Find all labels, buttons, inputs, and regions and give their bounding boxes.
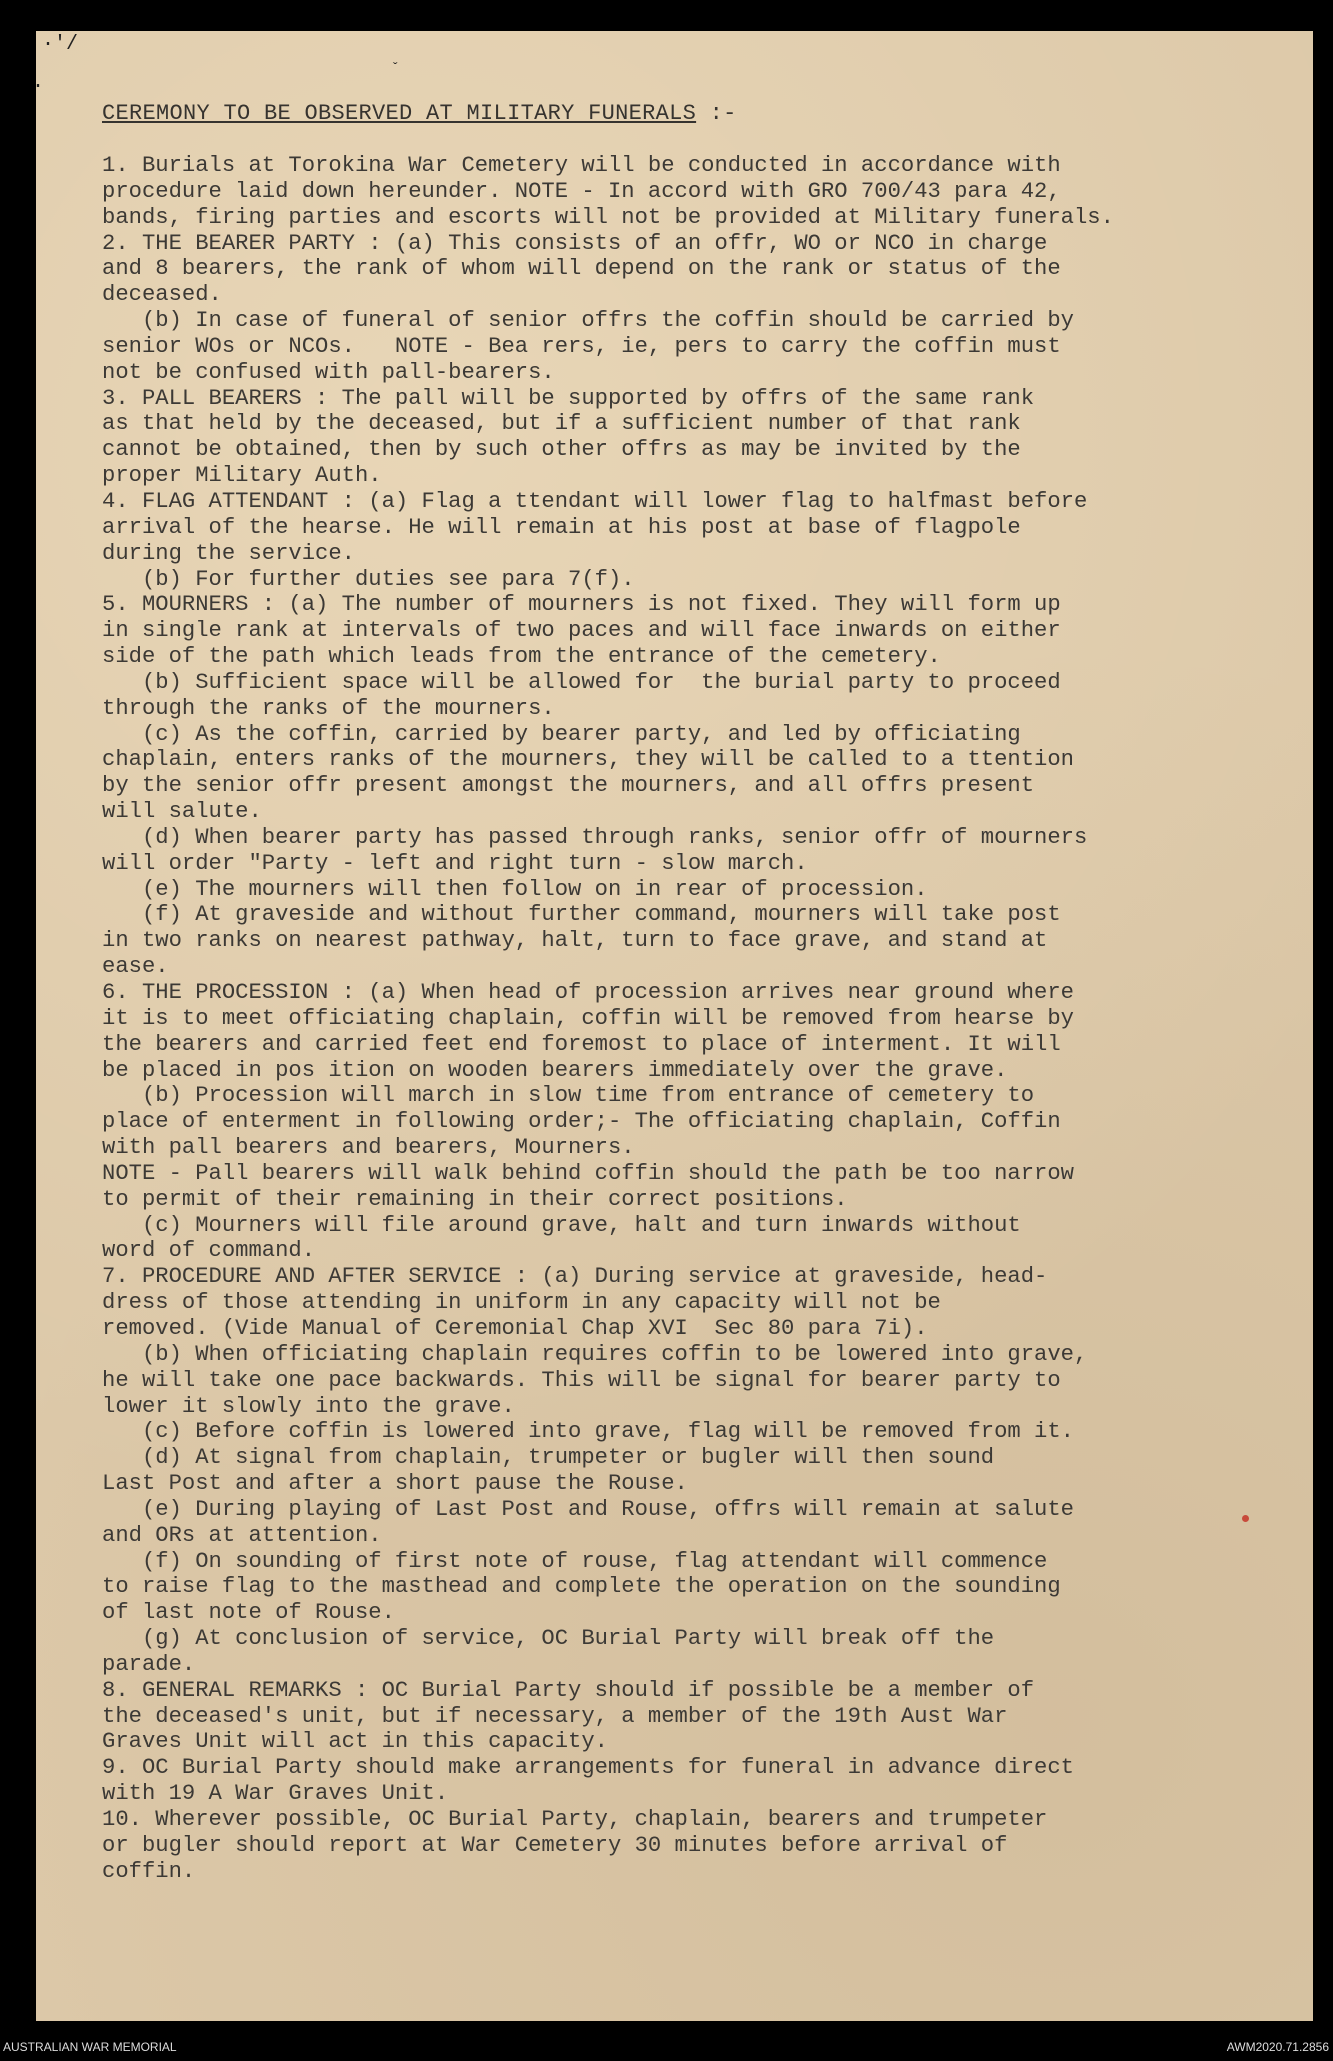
title-text: CEREMONY TO BE OBSERVED AT MILITARY FUNERALS <box>102 101 697 126</box>
body-line: place of enterment in following order;- The officiating chaplain, Coffin <box>102 1109 1061 1135</box>
body-line: (c) As the coffin, carried by bearer party, and led by officiating <box>102 721 1021 747</box>
body-line: the bearers and carried feet end foremost to place of interment. It will <box>102 1031 1061 1057</box>
body-line: 8. GENERAL REMARKS : OC Burial Party should if possible be a member of <box>102 1677 1035 1703</box>
body-line: 4. FLAG ATTENDANT : (a) Flag a ttendant will lower flag to halfmast before <box>102 488 1088 514</box>
body-line: coffin. <box>102 1858 196 1884</box>
body-line: (c) Before coffin is lowered into grave, flag will be removed from it. <box>102 1419 1074 1445</box>
body-line: lower it slowly into the grave. <box>102 1393 515 1419</box>
body-line: (g) At conclusion of service, OC Burial Party will break off the <box>102 1626 995 1652</box>
body-line: of last note of Rouse. <box>102 1600 395 1626</box>
body-line: 5. MOURNERS : (a) The number of mourners is not fixed. They will form up <box>102 592 1061 618</box>
body-line: arrival of the hearse. He will remain at his post at base of flagpole <box>102 514 1021 540</box>
body-line: removed. (Vide Manual of Ceremonial Chap XVI Sec 80 para 7i). <box>102 1315 928 1341</box>
ink-mark: · <box>32 75 45 98</box>
body-line: will order "Party - left and right turn - slow march. <box>102 850 808 876</box>
body-line: he will take one pace backwards. This will be signal for bearer party to <box>102 1367 1061 1393</box>
body-line: as that held by the deceased, but if a sufficient number of that rank <box>102 411 1021 437</box>
body-line: (b) In case of funeral of senior offrs the coffin should be carried by <box>102 308 1074 334</box>
body-line: word of command. <box>102 1238 316 1264</box>
body-line: dress of those attending in uniform in any capacity will not be <box>102 1290 941 1316</box>
body-line: Graves Unit will act in this capacity. <box>102 1729 608 1755</box>
body-line: during the service. <box>102 540 355 566</box>
footer-credit: AUSTRALIAN WAR MEMORIAL <box>3 2040 177 2054</box>
body-line: side of the path which leads from the entrance of the cemetery. <box>102 644 941 670</box>
body-line: procedure laid down hereunder. NOTE - In accord with GRO 700/43 para 42, <box>102 178 1061 204</box>
body-line: bands, firing parties and escorts will not be provided at Military funerals. <box>102 204 1114 230</box>
body-line: it is to meet officiating chaplain, coffin will be removed from hearse by <box>102 1005 1074 1031</box>
body-line: cannot be obtained, then by such other offrs as may be invited by the <box>102 437 1021 463</box>
body-line: (f) On sounding of first note of rouse, flag attendant will commence <box>102 1548 1048 1574</box>
document-body <box>102 153 1302 1885</box>
body-line: the deceased's unit, but if necessary, a member of the 19th Aust War <box>102 1703 1008 1729</box>
body-line: deceased. <box>102 282 222 308</box>
body-line: through the ranks of the mourners. <box>102 695 555 721</box>
body-line: 7. PROCEDURE AND AFTER SERVICE : (a) During service at graveside, head- <box>102 1264 1048 1290</box>
body-line: in two ranks on nearest pathway, halt, turn to face grave, and stand at <box>102 928 1048 954</box>
body-line: be placed in pos ition on wooden bearers immediately over the grave. <box>102 1057 1008 1083</box>
body-line: chaplain, enters ranks of the mourners, they will be called to a ttention <box>102 747 1074 773</box>
red-ink-dot <box>1242 1515 1249 1522</box>
body-line: NOTE - Pall bearers will walk behind coffin should the path be too narrow <box>102 1160 1074 1186</box>
body-line: and ORs at attention. <box>102 1522 382 1548</box>
body-line: (d) When bearer party has passed through ranks, senior offr of mourners <box>102 824 1088 850</box>
body-line: not be confused with pall-bearers. <box>102 359 555 385</box>
body-line: senior WOs or NCOs. NOTE - Bea rers, ie, pers to carry the coffin must <box>102 333 1061 359</box>
ink-mark: ˇ <box>391 61 400 77</box>
body-line: to raise flag to the masthead and complete the operation on the sounding <box>102 1574 1061 1600</box>
body-line: to permit of their remaining in their correct positions. <box>102 1186 848 1212</box>
body-line: parade. <box>102 1651 196 1677</box>
body-line: in single rank at intervals of two paces and will face inwards on either <box>102 618 1061 644</box>
body-line: 3. PALL BEARERS : The pall will be supported by offrs of the same rank <box>102 385 1035 411</box>
body-line: 1. Burials at Torokina War Cemetery will be conducted in accordance with <box>102 153 1061 178</box>
body-line: (e) The mourners will then follow on in rear of procession. <box>102 876 928 902</box>
body-line: 10. Wherever possible, OC Burial Party, chaplain, bearers and trumpeter <box>102 1807 1048 1832</box>
body-line: (b) For further duties see para 7(f). <box>102 566 635 592</box>
body-line: with pall bearers and bearers, Mourners. <box>102 1135 635 1161</box>
body-line: (b) Sufficient space will be allowed for the burial party to proceed <box>102 669 1061 695</box>
footer-accession-number: AWM2020.71.2856 <box>1226 2040 1329 2054</box>
body-line: 6. THE PROCESSION : (a) When head of procession arrives near ground where <box>102 980 1074 1005</box>
body-line: and 8 bearers, the rank of whom will depend on the rank or status of the <box>102 256 1061 282</box>
body-line: (c) Mourners will file around grave, halt and turn inwards without <box>102 1212 1021 1238</box>
body-line: Last Post and after a short pause the Rouse. <box>102 1471 688 1497</box>
title-suffix: :- <box>709 101 737 126</box>
body-line: (e) During playing of Last Post and Rouse, offrs will remain at salute <box>102 1496 1074 1522</box>
body-line: (b) When officiating chaplain requires coffin to be lowered into grave, <box>102 1341 1088 1367</box>
body-line: 2. THE BEARER PARTY : (a) This consists of an offr, WO or NCO in charge <box>102 230 1048 256</box>
body-line: (f) At graveside and without further command, mourners will take post <box>102 902 1061 928</box>
document-page <box>32 31 1313 2021</box>
document-title <box>102 101 737 126</box>
body-line: proper Military Auth. <box>102 463 382 489</box>
body-line: by the senior offr present amongst the mourners, and all offrs present <box>102 773 1035 799</box>
body-line: 9. OC Burial Party should make arrangements for funeral in advance direct <box>102 1755 1074 1781</box>
body-line: ease. <box>102 954 169 980</box>
body-line: will salute. <box>102 799 262 825</box>
body-line: (d) At signal from chaplain, trumpeter or bugler will then sound <box>102 1445 995 1471</box>
ink-mark: ·'/ <box>42 33 79 56</box>
body-line: or bugler should report at War Cemetery 30 minutes before arrival of <box>102 1832 1008 1858</box>
body-line: with 19 A War Graves Unit. <box>102 1781 449 1807</box>
body-line: (b) Procession will march in slow time from entrance of cemetery to <box>102 1083 1035 1109</box>
